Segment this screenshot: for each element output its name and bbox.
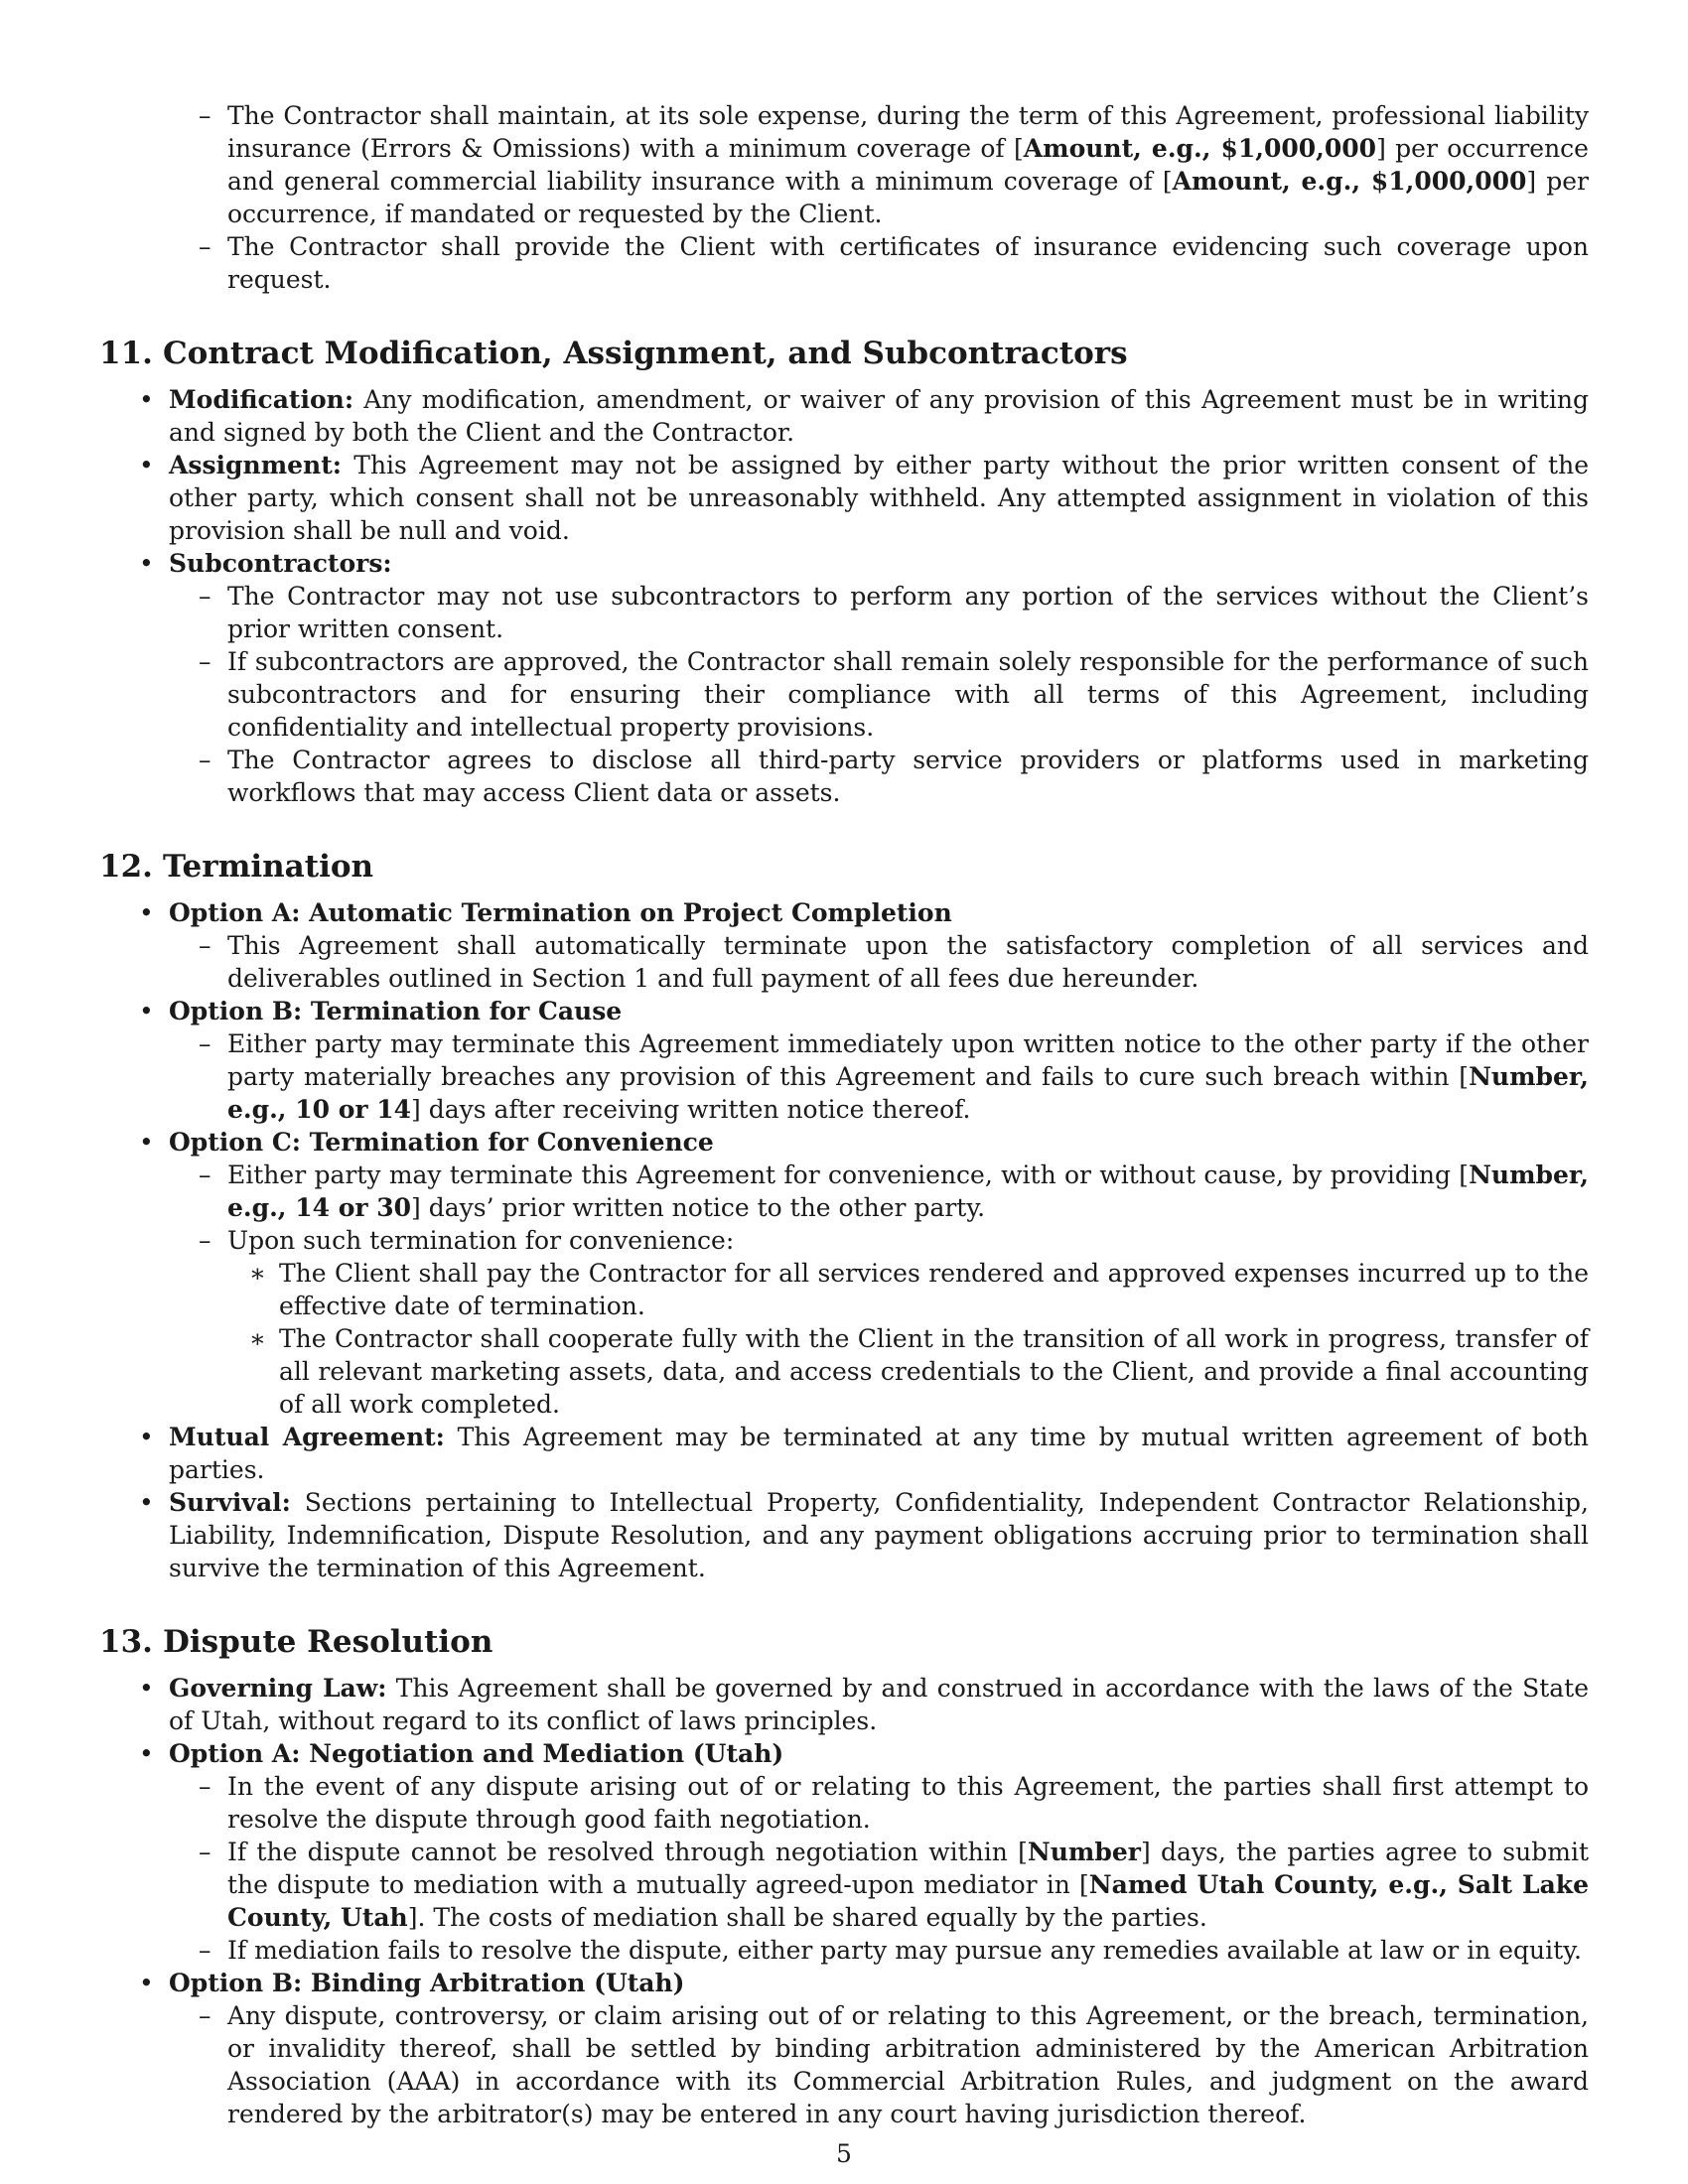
list-item: • Assignment: This Agreement may not be assigned by either party without the prior written consent of the other party, which consent shall not be unreasonably withheld. Any attempted assignment in violation of this provision shall be null and void. bbox=[139, 451, 1589, 545]
list-item: – The Contractor agrees to disclose all third-party service providers or platforms used in marketing workflows that may access Client data or assets. bbox=[199, 746, 1589, 807]
list-item: – The Contractor shall provide the Client with certificates of insurance evidencing such coverage upon request. bbox=[199, 232, 1589, 294]
dash-marker: – bbox=[199, 1226, 211, 1255]
list-item: ∗ The Client shall pay the Contractor for all services rendered and approved expenses incurred up to the effective date of termination. bbox=[249, 1259, 1589, 1320]
list-item: • Option B: Termination for Cause bbox=[139, 997, 623, 1025]
list-item: – Upon such termination for convenience: bbox=[199, 1226, 735, 1255]
bullet-marker: • bbox=[139, 1488, 154, 1517]
bullet-marker: • bbox=[139, 1128, 154, 1157]
list-item: • Modification: Any modification, amendment, or waiver of any provision of this Agreement must be in writing and signed by both the Client and the Contractor. bbox=[139, 385, 1589, 447]
list-item: • Subcontractors: bbox=[139, 549, 392, 578]
list-item: • Mutual Agreement: This Agreement may be terminated at any time by mutual written agreement of both parties. bbox=[139, 1423, 1589, 1484]
list-item: – If the dispute cannot be resolved through negotiation within [Number] days, the parties agree to submit the dispute to mediation with a mutually agreed-upon mediator in [Named Utah County, e.g., Salt Lake County, Utah]. The costs of mediation shall be shared equally by the parties. bbox=[199, 1838, 1590, 1932]
list-item: • Option A: Automatic Termination on Project Completion bbox=[139, 898, 952, 927]
dash-marker: – bbox=[199, 746, 211, 774]
section-heading-13: 13. Dispute Resolution bbox=[99, 1624, 493, 1660]
list-item: – Either party may terminate this Agreement immediately upon written notice to the other party if the other party materially breaches any provision of this Agreement and fails to cure such breach within [Number, e.g., 10 or 14] days after receiving written notice thereof. bbox=[199, 1029, 1589, 1124]
dash-marker: – bbox=[199, 1029, 211, 1058]
bullet-marker: • bbox=[139, 451, 154, 479]
dash-marker: – bbox=[199, 582, 211, 611]
list-item: • Option C: Termination for Convenience bbox=[139, 1128, 714, 1157]
bullet-marker: • bbox=[139, 1969, 154, 1997]
dash-marker: – bbox=[199, 101, 211, 130]
list-item: • Option B: Binding Arbitration (Utah) bbox=[139, 1969, 685, 1997]
list-item: – This Agreement shall automatically terminate upon the satisfactory completion of all services and deliverables outlined in Section 1 and full payment of all fees due hereunder. bbox=[199, 931, 1589, 993]
list-item: – In the event of any dispute arising out of or relating to this Agreement, the parties shall first attempt to resolve the dispute through good faith negotiation. bbox=[199, 1772, 1589, 1834]
dash-marker: – bbox=[199, 232, 211, 261]
bullet-marker: • bbox=[139, 549, 154, 578]
list-item: – If mediation fails to resolve the dispute, either party may pursue any remedies available at law or in equity. bbox=[199, 1936, 1582, 1965]
list-item: – The Contractor shall maintain, at its sole expense, during the term of this Agreement, professional liability insurance (Errors & Omissions) with a minimum coverage of [Amount, e.g., $1,000,000] per occurrence and general commercial liability insurance with a minimum coverage of [Amount, e.g., $1,000,000] per occurrence, if mandated or requested by the Client. bbox=[199, 101, 1589, 228]
dash-marker: – bbox=[199, 1772, 211, 1801]
document-page bbox=[99, 99, 1589, 2130]
list-item: – Either party may terminate this Agreement for convenience, with or without cause, by providing [Number, e.g., 14 or 30] days’ prior written notice to the other party. bbox=[199, 1160, 1589, 1222]
bullet-marker: • bbox=[139, 1674, 154, 1703]
asterisk-marker: ∗ bbox=[249, 1324, 266, 1353]
list-item: • Governing Law: This Agreement shall be governed by and construed in accordance with the laws of the State of Utah, without regard to its conflict of laws principles. bbox=[139, 1674, 1589, 1735]
section-heading-12: 12. Termination bbox=[99, 849, 374, 885]
list-item: – If subcontractors are approved, the Contractor shall remain solely responsible for the performance of such subcontractors and for ensuring their compliance with all terms of this Agreement, including confidentiality and intellectual property provisions. bbox=[199, 647, 1589, 742]
dash-marker: – bbox=[199, 1160, 211, 1189]
list-item: – Any dispute, controversy, or claim arising out of or relating to this Agreement, or the breach, termination, or invalidity thereof, shall be settled by binding arbitration administered by the American Arbitration Association (AAA) in accordance with its Commercial Arbitration Rules, and judgment on the award rendered by the arbitrator(s) may be entered in any court having jurisdiction thereof. bbox=[199, 2001, 1589, 2128]
list-item: • Option A: Negotiation and Mediation (Utah) bbox=[139, 1739, 784, 1768]
list-item: – The Contractor may not use subcontractors to perform any portion of the services without the Client’s prior written consent. bbox=[199, 582, 1589, 643]
bullet-marker: • bbox=[139, 1739, 154, 1768]
bullet-marker: • bbox=[139, 385, 154, 414]
dash-marker: – bbox=[199, 2001, 211, 2030]
bullet-marker: • bbox=[139, 997, 154, 1025]
dash-marker: – bbox=[199, 1838, 211, 1866]
dash-marker: – bbox=[199, 647, 211, 676]
section-heading-11: 11. Contract Modification, Assignment, and Subcontractors bbox=[99, 336, 1128, 371]
bullet-marker: • bbox=[139, 898, 154, 927]
list-item: • Survival: Sections pertaining to Intellectual Property, Confidentiality, Independent Contractor Relationship, Liability, Indemnification, Dispute Resolution, and any payment obligations accruing prior to termination shall survive the termination of this Agreement. bbox=[139, 1488, 1589, 1582]
asterisk-marker: ∗ bbox=[249, 1259, 266, 1288]
list-item: ∗ The Contractor shall cooperate fully with the Client in the transition of all work in progress, transfer of all relevant marketing assets, data, and access credentials to the Client, and provide a final accounting of all work completed. bbox=[249, 1324, 1589, 1419]
page-number: 5 bbox=[836, 2139, 852, 2168]
dash-marker: – bbox=[199, 1936, 211, 1965]
dash-marker: – bbox=[199, 931, 211, 960]
bullet-marker: • bbox=[139, 1423, 154, 1451]
